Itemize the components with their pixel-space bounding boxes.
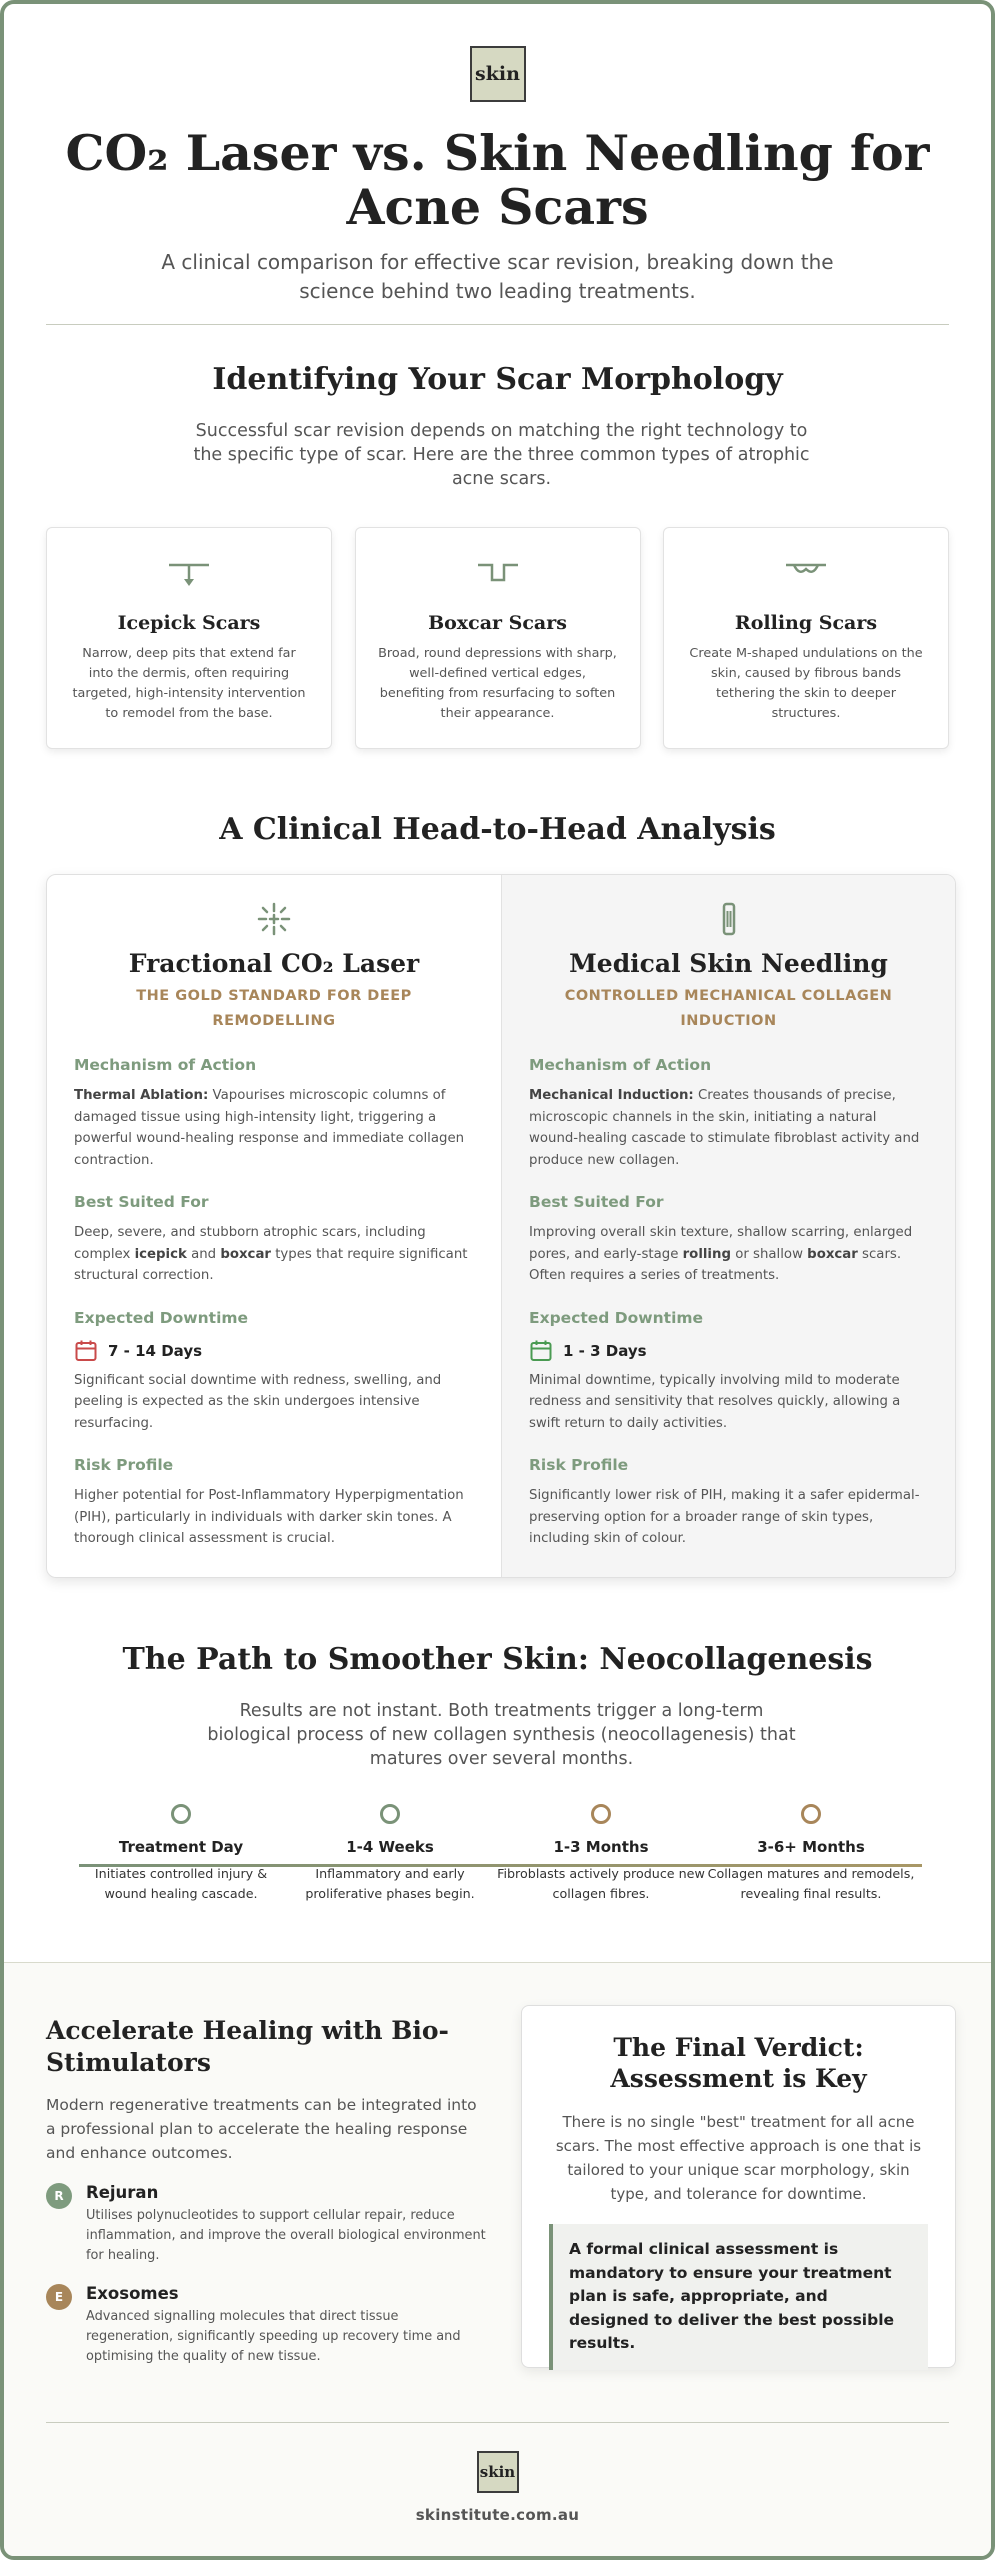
needling-mechanism-heading: Mechanism of Action: [529, 1056, 712, 1074]
footer-section: [4, 1962, 991, 2560]
rejuran-badge: R: [46, 2183, 72, 2209]
scar-card-title: Rolling Scars: [734, 612, 878, 634]
timeline-dot: [171, 1804, 191, 1824]
timeline-step-text: Inflammatory and early proliferative phases begin.: [305, 1866, 475, 1901]
timeline-step-text: Fibroblasts actively produce new collagen fibres.: [497, 1866, 705, 1901]
rolling-scar-icon: [784, 562, 828, 590]
scar-card-text: Broad, round depressions with sharp, well-defined vertical edges, benefiting from resurfacing to soften their appearance.: [378, 646, 617, 721]
needling-suited-text: Improving overall skin texture, shallow scarring, enlarged pores, and early-stage rolling or shallow boxcar scars. Often requires a series of treatments.: [529, 1225, 913, 1283]
laser-suited-heading: Best Suited For: [74, 1193, 209, 1211]
scar-card-text: Narrow, deep pits that extend far into the dermis, often requiring targeted, high-intensity intervention to remodel from the base.: [72, 646, 306, 721]
bio-item-title: Exosomes: [86, 2284, 179, 2303]
neocollagenesis-timeline: [79, 1804, 922, 1904]
verdict-title: The Final Verdict: Assessment is Key: [610, 2033, 867, 2093]
needling-risk-text: Significantly lower risk of PIH, making it a safer epidermal-preserving option for a broader range of skin types, including skin of colour.: [529, 1488, 920, 1546]
needling-column: [501, 875, 955, 1577]
hero-divider: [46, 324, 949, 325]
laser-mechanism-text: Thermal Ablation: Vapourises microscopic columns of damaged tissue using high-intensity light, triggering a powerful wound-healing response and immediate collagen contraction.: [74, 1088, 465, 1168]
timeline-dot: [380, 1804, 400, 1824]
bio-item-rejuran: [46, 2183, 486, 2266]
laser-mechanism-heading: Mechanism of Action: [74, 1056, 257, 1074]
bio-intro: Modern regenerative treatments can be integrated into a professional plan to accelerate the healing response and enhance outcomes.: [46, 2096, 477, 2162]
bio-item-text: Advanced signalling molecules that direct tissue regeneration, significantly speeding up recovery time and optimising the quality of new tissue.: [86, 2309, 461, 2364]
needling-tagline: CONTROLLED MECHANICAL COLLAGEN INDUCTION: [564, 988, 893, 1029]
scar-cards: [46, 527, 949, 749]
hero-section: [4, 46, 991, 306]
path-title: The Path to Smoother Skin: Neocollagenesis: [122, 1642, 873, 1677]
laser-risk-text: Higher potential for Post-Inflammatory Hyperpigmentation (PIH), particularly in individuals with darker skin tones. A thorough clinical assessment is crucial.: [74, 1488, 464, 1546]
timeline-step-title: 1-3 Months: [553, 1838, 649, 1856]
needling-downtime-text: Minimal downtime, typically involving mild to moderate redness and sensitivity that resolves quickly, allowing a swift return to daily activities.: [529, 1372, 901, 1431]
bio-title: Accelerate Healing with Bio-Stimulators: [46, 2016, 449, 2077]
footer-brand: [4, 2451, 991, 2524]
laser-risk-heading: Risk Profile: [74, 1456, 174, 1474]
timeline-step: [285, 1804, 495, 1904]
laser-title: Fractional CO₂ Laser: [128, 949, 420, 978]
needling-device-icon: [711, 901, 747, 937]
laser-column: [47, 875, 501, 1577]
page-title: CO₂ Laser vs. Skin Needling for Acne Scars: [65, 124, 930, 236]
boxcar-scar-icon: [476, 562, 520, 590]
verdict-quote: A formal clinical assessment is mandatory to ensure your treatment plan is safe, appropriate, and designed to deliver the best possible results.: [549, 2224, 928, 2370]
laser-tagline: THE GOLD STANDARD FOR DEEP REMODELLING: [136, 988, 412, 1029]
timeline-step-title: Treatment Day: [118, 1838, 244, 1856]
scar-card-title: Boxcar Scars: [428, 612, 567, 634]
bio-item-text: Utilises polynucleotides to support cellular repair, reduce inflammation, and improve the overall biological environment for healing.: [86, 2208, 486, 2263]
timeline-step-text: Initiates controlled injury & wound healing cascade.: [94, 1866, 268, 1901]
needling-mechanism-text: Mechanical Induction: Creates thousands of precise, microscopic channels in the skin, initiating a natural wound-healing cascade to stimulate fibroblast activity and produce new collagen.: [529, 1088, 920, 1168]
timeline-step: [496, 1804, 706, 1904]
exosomes-badge: E: [46, 2284, 72, 2310]
morphology-title: Identifying Your Scar Morphology: [212, 362, 783, 397]
needling-title: Medical Skin Needling: [569, 949, 888, 978]
calendar-icon: [74, 1339, 98, 1363]
page-subtitle: A clinical comparison for effective scar revision, breaking down the science behind two leading treatments.: [161, 250, 834, 303]
timeline-dot: [801, 1804, 821, 1824]
needling-suited-heading: Best Suited For: [529, 1193, 664, 1211]
footer-divider: [46, 2422, 949, 2423]
laser-downtime-text: Significant social downtime with redness, swelling, and peeling is expected as the skin undergoes intensive resurfacing.: [74, 1372, 442, 1431]
icepick-scar-icon: [167, 562, 211, 590]
bio-item-exosomes: [46, 2284, 486, 2367]
laser-icon: [256, 901, 292, 937]
scar-card-title: Icepick Scars: [117, 612, 261, 634]
morphology-intro: Successful scar revision depends on matching the right technology to the specific type of scar. Here are the three common types of atrophic acne scars.: [193, 421, 810, 489]
verdict-text: There is no single "best" treatment for all acne scars. The most effective approach is one that is tailored to your unique scar morphology, skin type, and tolerance for downtime.: [555, 2113, 922, 2203]
laser-downtime-value: 7 - 14 Days: [108, 1341, 203, 1360]
needling-downtime-heading: Expected Downtime: [529, 1308, 704, 1327]
timeline-step-title: 3-6+ Months: [757, 1838, 865, 1856]
comparison-table: [46, 874, 956, 1578]
needling-risk-heading: Risk Profile: [529, 1456, 629, 1474]
needling-downtime-value: 1 - 3 Days: [563, 1341, 647, 1360]
analysis-title: A Clinical Head-to-Head Analysis: [219, 812, 776, 847]
website-link[interactable]: skinstitute.com.au: [415, 2506, 580, 2524]
timeline-step-title: 1-4 Weeks: [346, 1838, 434, 1856]
final-verdict-card: [521, 2005, 956, 2368]
bio-item-title: Rejuran: [86, 2183, 159, 2202]
timeline-step: [706, 1804, 916, 1904]
footer-logo[interactable]: skin: [477, 2451, 519, 2493]
laser-suited-text: Deep, severe, and stubborn atrophic scars, including complex icepick and boxcar types that require significant structural correction.: [74, 1225, 468, 1283]
laser-downtime: [74, 1339, 474, 1363]
needling-downtime: [529, 1339, 928, 1363]
timeline-dot: [591, 1804, 611, 1824]
scar-card-boxcar: [355, 527, 641, 749]
laser-downtime-heading: Expected Downtime: [74, 1308, 249, 1327]
scar-card-text: Create M-shaped undulations on the skin, caused by fibrous bands tethering the skin to deeper structures.: [689, 646, 923, 721]
timeline-step: [76, 1804, 286, 1904]
scar-card-icepick: [46, 527, 332, 749]
brand-logo[interactable]: skin: [470, 46, 526, 102]
scar-card-rolling: [663, 527, 949, 749]
path-intro: Results are not instant. Both treatments trigger a long-term biological process of new collagen synthesis (neocollagenesis) that matures over several months.: [207, 1701, 796, 1769]
bio-stimulators: [46, 2015, 486, 2367]
timeline-step-text: Collagen matures and remodels, revealing final results.: [707, 1866, 915, 1901]
calendar-icon: [529, 1339, 553, 1363]
